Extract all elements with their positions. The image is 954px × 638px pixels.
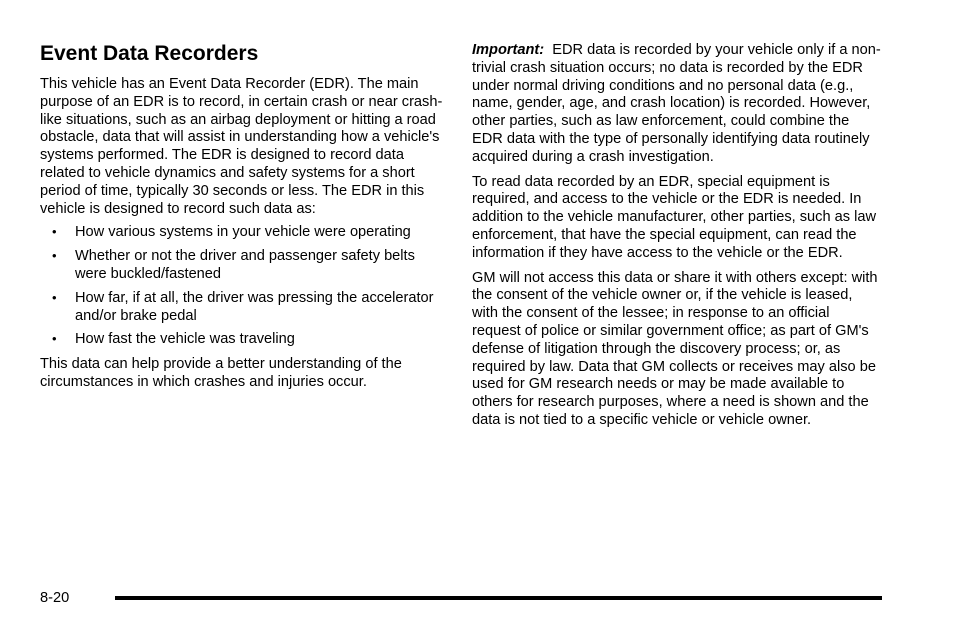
list-item-text: How fast the vehicle was traveling <box>75 331 295 348</box>
important-notice <box>472 42 882 167</box>
read-data-paragraph: To read data recorded by an EDR, special equipment is required, and access to the vehicle or the EDR is needed. In addition to the vehicle manufacturer, other parties, such as law enforcement, that have the special equipment, can read the information if they have access to the vehicle or the EDR. <box>472 173 876 261</box>
important-label: Important: <box>472 42 545 58</box>
bullet-icon: • <box>52 331 57 347</box>
section-title: Event Data Recorders <box>40 42 259 65</box>
footer-divider <box>115 596 882 600</box>
list-item <box>40 248 450 284</box>
list-item-text: Whether or not the driver and passenger safety belts were buckled/fastened <box>75 248 415 282</box>
bullet-icon: • <box>52 248 57 264</box>
bullet-icon: • <box>52 289 57 305</box>
intro-paragraph: This vehicle has an Event Data Recorder (EDR). The main purpose of an EDR is to record, in certain crash or near crash-like situations, such as an airbag deployment or hitting a road obstacle, data that will assist in understanding how a vehicle's systems performed. The EDR is designed to record data related to vehicle dynamics and safety systems for a short period of time, typically 30 seconds or less. The EDR in this vehicle is designed to record such data as: <box>40 76 443 217</box>
bullet-icon: • <box>52 224 57 240</box>
closing-paragraph: This data can help provide a better understanding of the circumstances in which crashes and injuries occur. <box>40 356 402 390</box>
right-column <box>472 42 882 437</box>
gm-access-paragraph: GM will not access this data or share it with others except: with the consent of the vehicle owner or, if the vehicle is leased, with the consent of the lessee; in response to an official request of police or similar government office; as part of GM's defense of litigation through the discovery process; or, as required by law. Data that GM collects or receives may also be used for GM research needs or may be made available to others for research purposes, where a need is shown and the data is not tied to a specific vehicle or vehicle owner. <box>472 269 878 428</box>
important-text: EDR data is recorded by your vehicle only if a non-trivial crash situation occurs; no data is recorded by the EDR under normal driving conditions and no personal data (e.g., name, gender, age, and crash location) is recorded. However, other parties, such as law enforcement, could combine the EDR data with the type of personally identifying data routinely acquired during a crash investigation. <box>472 42 881 165</box>
page-number: 8-20 <box>40 590 70 606</box>
left-column <box>40 40 450 392</box>
list-item-text: How far, if at all, the driver was pressing the accelerator and/or brake pedal <box>75 289 434 324</box>
list-item <box>40 224 450 242</box>
list-item <box>40 331 450 349</box>
list-item <box>40 290 450 326</box>
list-item-text: How various systems in your vehicle were operating <box>75 224 411 241</box>
recorded-data-list <box>40 224 450 349</box>
